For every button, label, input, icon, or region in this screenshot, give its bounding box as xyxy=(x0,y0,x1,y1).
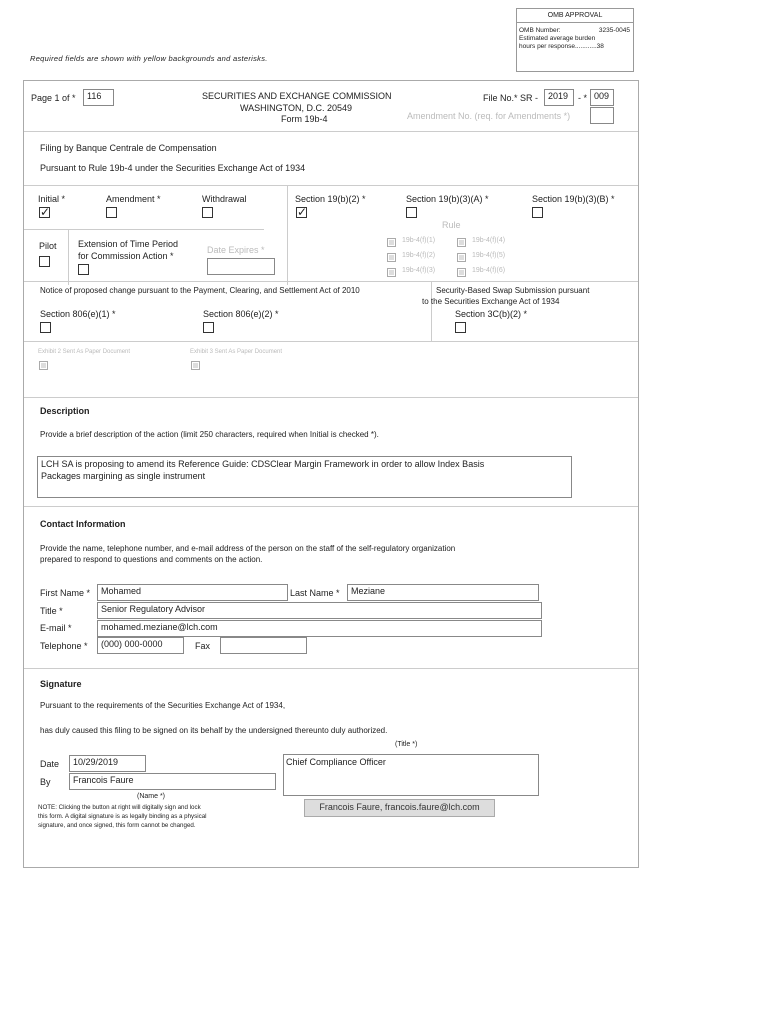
type-19b3a-label: Section 19(b)(3)(A) * xyxy=(406,194,489,204)
amendment-label: Amendment No. (req. for Amendments *) xyxy=(407,111,571,121)
fax-label: Fax xyxy=(195,641,211,651)
type-withdrawal-label: Withdrawal xyxy=(202,194,247,204)
rule-f5-checkbox[interactable] xyxy=(457,253,466,262)
contact-instruction-2: prepared to respond to questions and comments on the action. xyxy=(40,555,263,564)
rule-f2-checkbox[interactable] xyxy=(387,253,396,262)
section-19b3a-checkbox[interactable] xyxy=(406,207,417,218)
description-instruction: Provide a brief description of the action (limit 250 characters, required when Initial is checked *). xyxy=(40,430,379,439)
rule-f4-label: 19b-4(f)(4) xyxy=(472,237,506,244)
signer-title-field[interactable] xyxy=(283,754,539,796)
last-name-field[interactable]: Meziane xyxy=(347,584,539,601)
omb-number-label: OMB Number: xyxy=(519,27,561,34)
description-line-1: LCH SA is proposing to amend its Reference Guide: CDSClear Margin Framework in order to allow Index Basis xyxy=(41,459,485,469)
rule-f6-label: 19b-4(f)(6) xyxy=(472,267,506,274)
date-label: Date xyxy=(40,759,60,769)
digital-sign-button[interactable]: Francois Faure, francois.faure@lch.com xyxy=(304,799,495,817)
email-label: E-mail * xyxy=(40,623,72,633)
file-year-field[interactable]: 2019 xyxy=(544,89,574,106)
signature-date-field[interactable]: 10/29/2019 xyxy=(69,755,146,772)
contact-instruction-1: Provide the name, telephone number, and e-mail address of the person on the staff of the self-regulatory organization xyxy=(40,544,456,553)
extension-label-1: Extension of Time Period xyxy=(78,239,179,249)
signature-title: Signature xyxy=(40,679,82,689)
form-name: Form 19b-4 xyxy=(281,114,328,124)
extension-checkbox[interactable] xyxy=(78,264,89,275)
exhibit2-label: Exhibit 2 Sent As Paper Document xyxy=(38,349,131,355)
file-number-field[interactable]: 009 xyxy=(590,89,614,106)
withdrawal-checkbox[interactable] xyxy=(202,207,213,218)
omb-hours: hours per response............38 xyxy=(519,43,604,50)
page-total-field[interactable]: 116 xyxy=(83,89,114,106)
omb-burden: Estimated average burden xyxy=(519,35,596,42)
initial-checkbox[interactable] xyxy=(39,207,50,218)
description-title: Description xyxy=(40,406,90,416)
type-19b2-label: Section 19(b)(2) * xyxy=(295,194,366,204)
first-name-field[interactable]: Mohamed xyxy=(97,584,288,601)
signature-line-1: Pursuant to the requirements of the Securities Exchange Act of 1934, xyxy=(40,701,286,710)
pursuant-rule: Pursuant to Rule 19b-4 under the Securities Exchange Act of 1934 xyxy=(40,163,306,173)
title-caption: (Title *) xyxy=(395,741,418,748)
pilot-checkbox[interactable] xyxy=(39,256,50,267)
rule-f3-label: 19b-4(f)(3) xyxy=(402,267,436,274)
telephone-label: Telephone * xyxy=(40,641,88,651)
rule-f4-checkbox[interactable] xyxy=(457,238,466,247)
rule-f2-label: 19b-4(f)(2) xyxy=(402,252,436,259)
exhibit2-checkbox[interactable] xyxy=(39,361,48,370)
signature-line-2: has duly caused this filing to be signed on its behalf by the undersigned thereunto duly authorized. xyxy=(40,726,388,735)
rule-label: Rule xyxy=(442,220,461,230)
type-amendment-label: Amendment * xyxy=(106,194,161,204)
first-name-label: First Name * xyxy=(40,588,91,598)
section-19b2-checkbox[interactable] xyxy=(296,207,307,218)
title-label: Title * xyxy=(40,606,63,616)
description-line-2: Packages margining as single instrument xyxy=(41,471,206,481)
telephone-field[interactable]: (000) 000-0000 xyxy=(97,637,184,654)
date-expires-field[interactable] xyxy=(207,258,275,275)
rule-f3-checkbox[interactable] xyxy=(387,268,396,277)
file-dash: - * xyxy=(578,93,587,103)
fax-field[interactable] xyxy=(220,637,307,654)
type-19b3b-label: Section 19(b)(3)(B) * xyxy=(532,194,615,204)
section-19b3b-checkbox[interactable] xyxy=(532,207,543,218)
exhibit3-checkbox[interactable] xyxy=(191,361,200,370)
email-field[interactable]: mohamed.meziane@lch.com xyxy=(97,620,542,637)
name-caption: (Name *) xyxy=(137,793,166,800)
section-3cb2-checkbox[interactable] xyxy=(455,322,466,333)
swap-line-1: Security-Based Swap Submission pursuant xyxy=(436,286,590,295)
sign-note-3: signature, and once signed, this form cannot be changed. xyxy=(38,822,196,829)
filing-by: Filing by Banque Centrale de Compensation xyxy=(40,143,217,153)
form-19b4 xyxy=(23,80,639,868)
omb-number: 3235-0045 xyxy=(598,27,630,34)
swap-line-2: to the Securities Exchange Act of 1934 xyxy=(422,297,560,306)
omb-approval-box xyxy=(516,8,634,72)
title-field[interactable]: Senior Regulatory Advisor xyxy=(97,602,542,619)
date-expires-label: Date Expires * xyxy=(207,245,265,255)
description-textarea[interactable] xyxy=(37,456,572,498)
rule-f1-label: 19b-4(f)(1) xyxy=(402,237,436,244)
last-name-label: Last Name * xyxy=(290,588,340,598)
contact-title: Contact Information xyxy=(40,519,126,529)
amendment-checkbox[interactable] xyxy=(106,207,117,218)
section-806e1-label: Section 806(e)(1) * xyxy=(40,309,116,319)
type-initial-label: Initial * xyxy=(38,194,66,204)
rule-f5-label: 19b-4(f)(5) xyxy=(472,252,506,259)
by-label: By xyxy=(40,777,51,787)
signer-name-field[interactable]: Francois Faure xyxy=(69,773,276,790)
section-3cb2-label: Section 3C(b)(2) * xyxy=(455,309,528,319)
pilot-label: Pilot xyxy=(39,241,57,251)
section-806e2-label: Section 806(e)(2) * xyxy=(203,309,279,319)
sign-note-1: NOTE: Clicking the button at right will digitally sign and lock xyxy=(38,804,201,811)
exhibit3-label: Exhibit 3 Sent As Paper Document xyxy=(190,349,283,355)
extension-label-2: for Commission Action * xyxy=(78,251,174,261)
section-806e1-checkbox[interactable] xyxy=(40,322,51,333)
section-806e2-checkbox[interactable] xyxy=(203,322,214,333)
rule-f6-checkbox[interactable] xyxy=(457,268,466,277)
page-label: Page 1 of * xyxy=(31,93,76,103)
commission-name: SECURITIES AND EXCHANGE COMMISSION xyxy=(202,91,392,101)
file-no-label: File No.* SR - xyxy=(483,93,539,103)
sign-note-2: this form. A digital signature is as legally binding as a physical xyxy=(38,813,207,820)
omb-title: OMB APPROVAL xyxy=(517,9,633,23)
signer-title-value: Chief Compliance Officer xyxy=(286,757,386,767)
amendment-field[interactable] xyxy=(590,107,614,124)
commission-city: WASHINGTON, D.C. 20549 xyxy=(240,103,353,113)
rule-f1-checkbox[interactable] xyxy=(387,238,396,247)
notice-label: Notice of proposed change pursuant to the Payment, Clearing, and Settlement Act of 2010 xyxy=(40,286,360,295)
required-note: Required fields are shown with yellow backgrounds and asterisks. xyxy=(30,54,268,63)
